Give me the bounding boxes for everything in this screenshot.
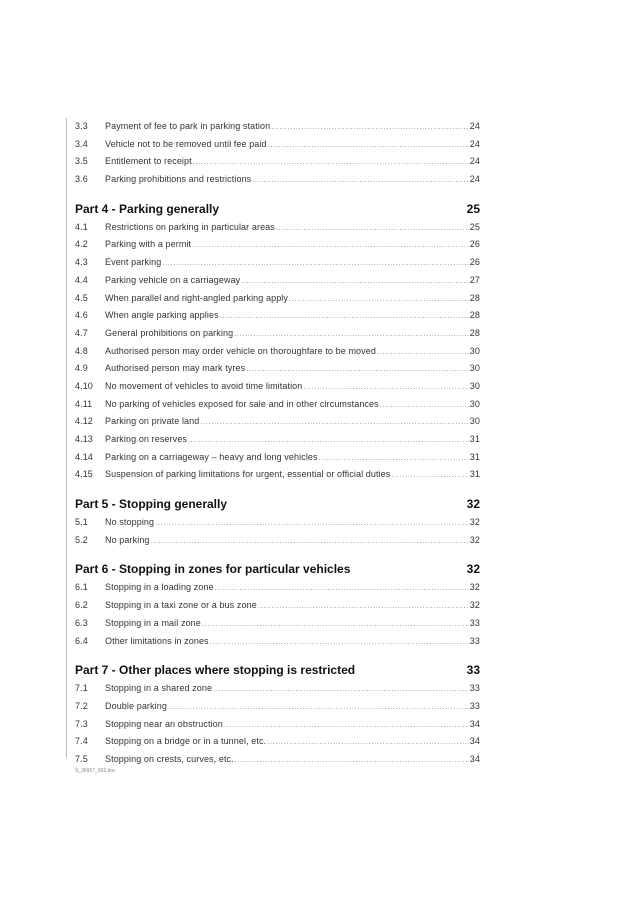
- dot-leader: [246, 366, 469, 373]
- toc-entry-title: Other limitations in zones: [105, 635, 209, 646]
- toc-entry[interactable]: [75, 452, 480, 470]
- toc-entry[interactable]: [75, 683, 480, 701]
- toc-entry-page: 32: [469, 534, 480, 545]
- toc-entry-number: 4.8: [75, 345, 88, 356]
- dot-leader: [234, 331, 469, 338]
- toc-entry-number: 7.4: [75, 736, 88, 747]
- dot-leader: [289, 296, 469, 303]
- toc-entry[interactable]: [75, 174, 480, 192]
- toc-entry-title: When angle parking applies: [105, 310, 219, 321]
- toc-entry-number: 6.3: [75, 617, 88, 628]
- toc-entry-title: No movement of vehicles to avoid time limitation: [105, 380, 303, 391]
- toc-entry-title: Stopping in a taxi zone or a bus zone: [105, 600, 257, 611]
- toc-entry-title: Double parking: [105, 700, 167, 711]
- dot-leader: [267, 739, 469, 746]
- toc-entry-title: General prohibitions on parking: [105, 327, 234, 338]
- toc-entry[interactable]: [75, 582, 480, 600]
- part-heading-title: Part 7 - Other places where stopping is restricted: [75, 663, 356, 678]
- dot-leader: [210, 639, 469, 646]
- toc-entry-number: 4.15: [75, 469, 93, 480]
- toc-entry-page: 30: [469, 380, 480, 391]
- toc-entry-title: Parking with a permit: [105, 239, 192, 250]
- toc-entry-page: 25: [469, 221, 480, 232]
- toc-entry[interactable]: [75, 736, 480, 754]
- toc-entry-number: 4.9: [75, 363, 88, 374]
- toc-entry[interactable]: [75, 293, 480, 311]
- toc-entry-page: 30: [469, 363, 480, 374]
- toc-entry[interactable]: [75, 363, 480, 381]
- toc-entry-page: 30: [469, 345, 480, 356]
- dot-leader: [391, 472, 468, 479]
- toc-entry-title: Entitlement to receipt: [105, 156, 192, 167]
- toc-entry-number: 7.2: [75, 700, 88, 711]
- part-heading-title: Part 5 - Stopping generally: [75, 497, 228, 512]
- toc-entry-number: 4.5: [75, 292, 88, 303]
- dot-leader: [271, 124, 469, 131]
- dot-leader: [193, 159, 469, 166]
- toc-entry[interactable]: [75, 328, 480, 346]
- toc-entry-title: No stopping: [105, 517, 155, 528]
- toc-entry-page: 31: [469, 434, 480, 444]
- toc-entry-title: Vehicle not to be removed until fee paid: [105, 138, 267, 149]
- toc-entry-title: Parking on private land: [105, 416, 200, 427]
- toc-entry-title: Parking prohibitions and restrictions: [105, 174, 252, 185]
- dot-leader: [192, 242, 469, 249]
- toc-entry-title: Stopping near an obstruction: [105, 718, 223, 729]
- document-reference: S_36957_002.doc: [75, 768, 116, 774]
- toc-entry[interactable]: [75, 310, 480, 328]
- toc-entry[interactable]: [75, 275, 480, 293]
- toc-entry-number: 4.4: [75, 274, 88, 285]
- toc-entry-number: 5.1: [75, 517, 88, 528]
- toc-entry-page: 33: [469, 617, 480, 628]
- toc-entry-number: 4.1: [75, 221, 88, 232]
- toc-entry-page: 31: [469, 451, 480, 462]
- dot-leader: [151, 538, 469, 545]
- dot-leader: [252, 177, 469, 184]
- toc-entry-title: Stopping on a bridge or in a tunnel, etc.: [105, 736, 267, 747]
- dot-leader: [200, 419, 468, 426]
- toc-entry-number: 5.2: [75, 534, 88, 545]
- toc-entry-number: 6.4: [75, 635, 88, 646]
- toc-entry-page: 28: [469, 310, 480, 321]
- toc-entry[interactable]: [75, 381, 480, 399]
- toc-entry-title: When parallel and right-angled parking apply: [105, 292, 289, 303]
- table-of-contents: [75, 121, 480, 772]
- toc-entry-number: 4.10: [75, 380, 93, 391]
- toc-entry-page: 27: [469, 274, 480, 285]
- toc-entry[interactable]: [75, 600, 480, 618]
- toc-entry-page: 28: [469, 292, 480, 303]
- part-heading-page: 25: [466, 201, 480, 216]
- dot-leader: [168, 704, 469, 711]
- toc-entry-number: 4.14: [75, 451, 93, 462]
- toc-entry-number: 4.7: [75, 327, 88, 338]
- toc-entry[interactable]: [75, 156, 480, 174]
- dot-leader: [241, 278, 469, 285]
- part-heading-page: 32: [466, 497, 480, 512]
- toc-entry[interactable]: [75, 719, 480, 737]
- part-heading[interactable]: [75, 663, 480, 683]
- toc-entry-title: No parking of vehicles exposed for sale and in other circumstances: [105, 398, 379, 409]
- toc-entry-page: 30: [469, 416, 480, 427]
- toc-entry-number: 3.3: [75, 121, 88, 131]
- toc-entry-number: 6.2: [75, 600, 88, 611]
- toc-entry[interactable]: [75, 416, 480, 434]
- toc-entry-title: Restrictions on parking in particular areas: [105, 221, 275, 232]
- toc-entry-page: 30: [469, 398, 480, 409]
- dot-leader: [258, 603, 469, 610]
- part-heading-page: 33: [466, 663, 480, 678]
- margin-rule: [66, 118, 67, 758]
- dot-leader: [220, 313, 469, 320]
- toc-entry-page: 33: [469, 700, 480, 711]
- dot-leader: [268, 142, 469, 149]
- dot-leader: [213, 686, 469, 693]
- toc-entry-page: 24: [469, 138, 480, 149]
- part-heading[interactable]: [75, 202, 480, 222]
- toc-entry-page: 26: [469, 239, 480, 250]
- part-heading-title: Part 6 - Stopping in zones for particular vehicles: [75, 562, 351, 577]
- toc-entry-page: 34: [469, 718, 480, 729]
- toc-entry[interactable]: [75, 618, 480, 636]
- part-heading[interactable]: [75, 497, 480, 517]
- toc-entry-number: 7.5: [75, 753, 88, 764]
- toc-entry-title: Authorised person may mark tyres: [105, 363, 246, 374]
- toc-entry[interactable]: [75, 636, 480, 654]
- toc-entry-number: 4.11: [75, 398, 93, 409]
- toc-entry[interactable]: [75, 346, 480, 364]
- toc-entry[interactable]: [75, 517, 480, 535]
- toc-entry[interactable]: [75, 399, 480, 417]
- toc-entry-page: 32: [469, 517, 480, 528]
- dot-leader: [276, 225, 469, 232]
- dot-leader: [303, 384, 468, 391]
- toc-entry-number: 3.6: [75, 174, 88, 185]
- toc-entry-page: 33: [469, 635, 480, 646]
- toc-entry-page: 24: [469, 121, 480, 131]
- toc-entry[interactable]: [75, 754, 480, 772]
- toc-entry-title: Stopping in a shared zone: [105, 683, 213, 694]
- toc-entry-page: 28: [469, 327, 480, 338]
- toc-entry-page: 32: [469, 600, 480, 611]
- toc-entry[interactable]: [75, 434, 480, 452]
- dot-leader: [377, 349, 469, 356]
- toc-entry-page: 31: [469, 469, 480, 480]
- toc-entry-number: 7.1: [75, 683, 88, 694]
- toc-entry-title: Stopping in a loading zone: [105, 582, 214, 593]
- toc-entry-title: No parking: [105, 534, 150, 545]
- part-heading[interactable]: [75, 562, 480, 582]
- toc-entry-number: 3.5: [75, 156, 88, 167]
- toc-entry-title: Parking on reserves: [105, 434, 187, 444]
- toc-entry-title: Authorised person may order vehicle on thoroughfare to be moved: [105, 345, 376, 356]
- dot-leader: [380, 402, 469, 409]
- toc-entry-number: 4.12: [75, 416, 93, 427]
- toc-entry[interactable]: [75, 701, 480, 719]
- part-heading-title: Part 4 - Parking generally: [75, 201, 220, 216]
- toc-entry-page: 24: [469, 174, 480, 185]
- toc-entry[interactable]: [75, 121, 480, 139]
- toc-entry-title: Parking on a carriageway – heavy and long vehicles: [105, 451, 318, 462]
- toc-entry-number: 6.1: [75, 582, 88, 593]
- toc-entry-page: 34: [469, 736, 480, 747]
- toc-entry-page: 34: [469, 753, 480, 764]
- toc-entry-title: Payment of fee to park in parking station: [105, 121, 271, 131]
- toc-entry-number: 3.4: [75, 138, 88, 149]
- toc-entry-title: Stopping on crests, curves, etc.: [105, 753, 234, 764]
- toc-entry-title: Stopping in a mail zone: [105, 617, 201, 628]
- toc-entry[interactable]: [75, 239, 480, 257]
- dot-leader: [155, 520, 469, 527]
- dot-leader: [224, 722, 469, 729]
- dot-leader: [162, 260, 468, 267]
- toc-entry-page: 26: [469, 257, 480, 268]
- toc-entry-number: 4.2: [75, 239, 88, 250]
- toc-entry-page: 24: [469, 156, 480, 167]
- toc-entry[interactable]: [75, 257, 480, 275]
- toc-entry-number: 4.3: [75, 257, 88, 268]
- toc-entry-page: 32: [469, 582, 480, 593]
- toc-entry-number: 7.3: [75, 718, 88, 729]
- toc-entry[interactable]: [75, 535, 480, 553]
- toc-entry-title: Parking vehicle on a carriageway: [105, 274, 241, 285]
- toc-entry-title: Event parking: [105, 257, 162, 268]
- toc-entry[interactable]: [75, 469, 480, 487]
- part-heading-page: 32: [466, 562, 480, 577]
- dot-leader: [235, 757, 469, 764]
- toc-entry-title: Suspension of parking limitations for urgent, essential or official duties: [105, 469, 391, 480]
- toc-entry-page: 33: [469, 683, 480, 694]
- dot-leader: [188, 437, 469, 444]
- dot-leader: [202, 621, 469, 628]
- toc-entry[interactable]: [75, 222, 480, 240]
- dot-leader: [215, 585, 469, 592]
- dot-leader: [319, 455, 469, 462]
- toc-entry-number: 4.6: [75, 310, 88, 321]
- toc-entry-number: 4.13: [75, 434, 93, 444]
- toc-entry[interactable]: [75, 139, 480, 157]
